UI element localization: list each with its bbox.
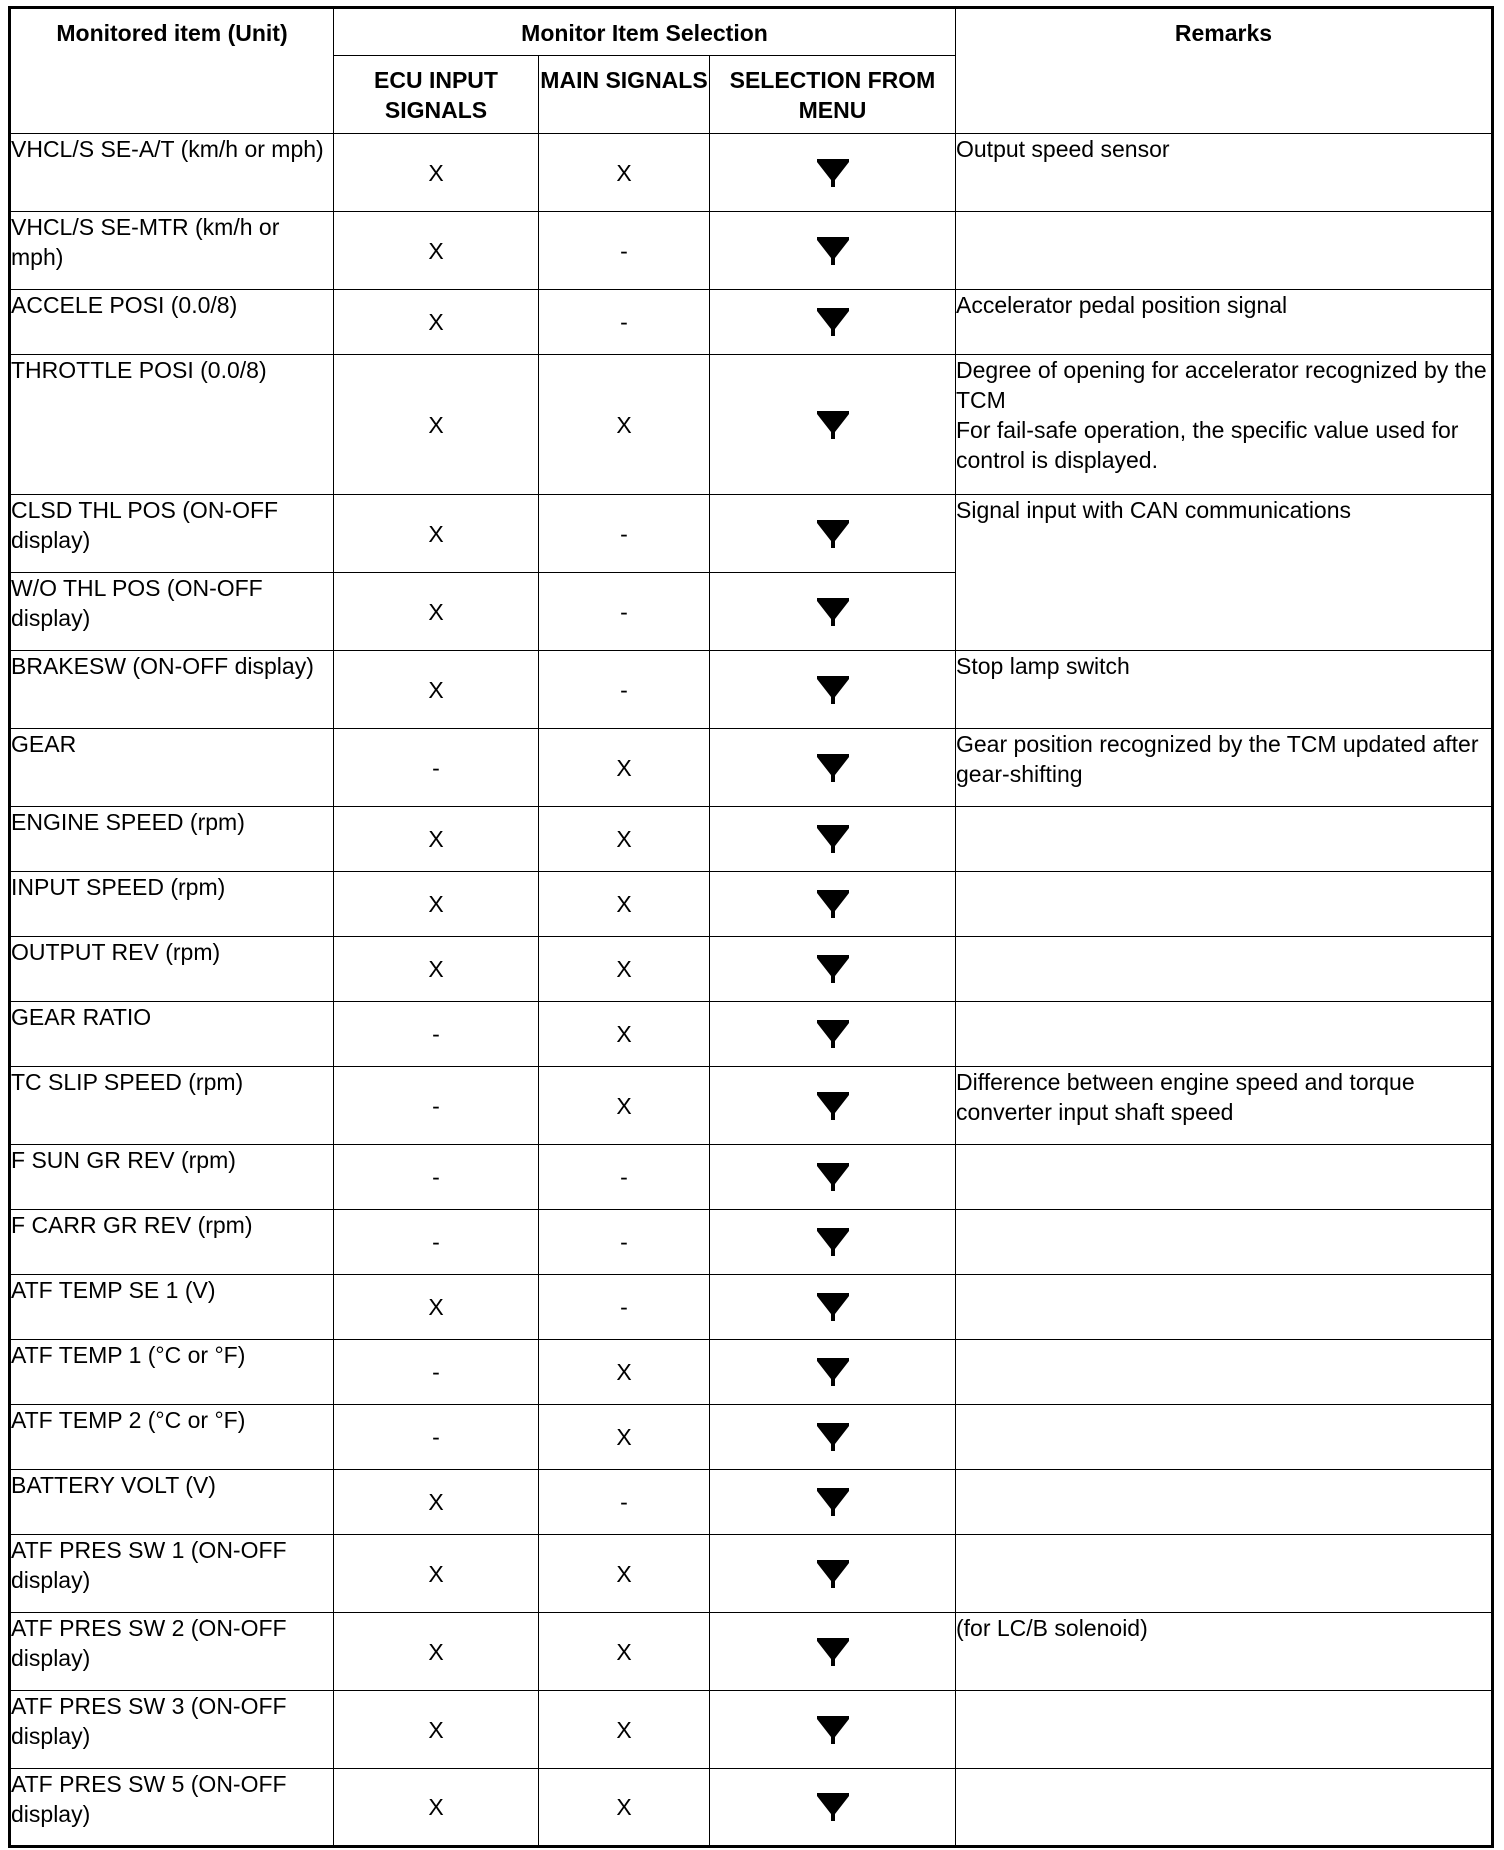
down-triangle-icon	[816, 674, 850, 706]
main-signal-mark: X	[539, 807, 710, 872]
ecu-input-signal-mark: X	[334, 495, 539, 573]
main-signal-mark: X	[539, 1691, 710, 1769]
down-triangle-icon	[816, 1291, 850, 1323]
monitored-item-cell: F CARR GR REV (rpm)	[10, 1210, 334, 1275]
header-monitored-item: Monitored item (Unit)	[10, 8, 334, 134]
selection-from-menu-cell	[710, 1535, 956, 1613]
monitored-item-cell: ATF PRES SW 1 (ON-OFF display)	[10, 1535, 334, 1613]
selection-from-menu-cell	[710, 1613, 956, 1691]
selection-from-menu-cell	[710, 729, 956, 807]
main-signal-mark: X	[539, 937, 710, 1002]
remarks-cell	[956, 807, 1493, 872]
remarks-cell	[956, 1691, 1493, 1769]
table-row	[10, 495, 1493, 573]
monitored-item-cell: ATF TEMP 2 (°C or °F)	[10, 1405, 334, 1470]
main-signal-mark: X	[539, 1340, 710, 1405]
monitored-item-cell: ATF PRES SW 3 (ON-OFF display)	[10, 1691, 334, 1769]
table-row	[10, 1405, 1493, 1470]
remarks-cell	[956, 1405, 1493, 1470]
remarks-cell	[956, 1275, 1493, 1340]
remarks-cell: Accelerator pedal position signal	[956, 290, 1493, 355]
ecu-input-signal-mark: X	[334, 1691, 539, 1769]
remarks-cell: Output speed sensor	[956, 134, 1493, 212]
remarks-cell	[956, 1535, 1493, 1613]
monitored-item-cell: ATF TEMP SE 1 (V)	[10, 1275, 334, 1340]
selection-from-menu-cell	[710, 1275, 956, 1340]
monitored-item-cell: VHCL/S SE-MTR (km/h or mph)	[10, 212, 334, 290]
remarks-cell	[956, 1145, 1493, 1210]
ecu-input-signal-mark: X	[334, 807, 539, 872]
table-row	[10, 937, 1493, 1002]
selection-from-menu-cell	[710, 355, 956, 495]
table-row	[10, 290, 1493, 355]
table-body	[10, 134, 1493, 1847]
table-row	[10, 1002, 1493, 1067]
header-main-signals: MAIN SIGNALS	[539, 56, 710, 134]
table-row	[10, 1691, 1493, 1769]
selection-from-menu-cell	[710, 290, 956, 355]
table-row	[10, 1275, 1493, 1340]
down-triangle-icon	[816, 1226, 850, 1258]
down-triangle-icon	[816, 1636, 850, 1668]
selection-from-menu-cell	[710, 1210, 956, 1275]
selection-from-menu-cell	[710, 937, 956, 1002]
remarks-cell: Stop lamp switch	[956, 651, 1493, 729]
ecu-input-signal-mark: -	[334, 1340, 539, 1405]
main-signal-mark: X	[539, 1613, 710, 1691]
ecu-input-signal-mark: -	[334, 1405, 539, 1470]
selection-from-menu-cell	[710, 1067, 956, 1145]
monitored-item-cell: CLSD THL POS (ON-OFF display)	[10, 495, 334, 573]
ecu-input-signal-mark: X	[334, 651, 539, 729]
table-row	[10, 212, 1493, 290]
ecu-input-signal-mark: X	[334, 1613, 539, 1691]
ecu-input-signal-mark: -	[334, 1067, 539, 1145]
table-row	[10, 729, 1493, 807]
table-row	[10, 355, 1493, 495]
main-signal-mark: X	[539, 872, 710, 937]
main-signal-mark: -	[539, 495, 710, 573]
monitor-item-table	[8, 6, 1494, 1848]
down-triangle-icon	[816, 235, 850, 267]
ecu-input-signal-mark: X	[334, 872, 539, 937]
remarks-cell	[956, 1210, 1493, 1275]
table-row	[10, 1340, 1493, 1405]
remarks-cell: Gear position recognized by the TCM updated after gear-shifting	[956, 729, 1493, 807]
main-signal-mark: -	[539, 1145, 710, 1210]
remarks-cell	[956, 872, 1493, 937]
table-row	[10, 1769, 1493, 1847]
monitored-item-cell: ATF PRES SW 2 (ON-OFF display)	[10, 1613, 334, 1691]
ecu-input-signal-mark: X	[334, 212, 539, 290]
main-signal-mark: -	[539, 1275, 710, 1340]
ecu-input-signal-mark: X	[334, 134, 539, 212]
remarks-cell: (for LC/B solenoid)	[956, 1613, 1493, 1691]
down-triangle-icon	[816, 752, 850, 784]
selection-from-menu-cell	[710, 1405, 956, 1470]
table-row	[10, 872, 1493, 937]
main-signal-mark: X	[539, 1535, 710, 1613]
remarks-cell	[956, 937, 1493, 1002]
remarks-cell	[956, 1002, 1493, 1067]
down-triangle-icon	[816, 1791, 850, 1823]
monitored-item-cell: F SUN GR REV (rpm)	[10, 1145, 334, 1210]
header-row-top	[10, 8, 1493, 56]
ecu-input-signal-mark: X	[334, 290, 539, 355]
ecu-input-signal-mark: X	[334, 1470, 539, 1535]
ecu-input-signal-mark: X	[334, 937, 539, 1002]
down-triangle-icon	[816, 1356, 850, 1388]
down-triangle-icon	[816, 1090, 850, 1122]
table-row	[10, 134, 1493, 212]
selection-from-menu-cell	[710, 807, 956, 872]
ecu-input-signal-mark: X	[334, 355, 539, 495]
main-signal-mark: -	[539, 290, 710, 355]
table-row	[10, 1210, 1493, 1275]
main-signal-mark: X	[539, 355, 710, 495]
table-row	[10, 1470, 1493, 1535]
main-signal-mark: -	[539, 1470, 710, 1535]
ecu-input-signal-mark: -	[334, 729, 539, 807]
monitored-item-cell: ATF TEMP 1 (°C or °F)	[10, 1340, 334, 1405]
monitored-item-cell: THROTTLE POSI (0.0/8)	[10, 355, 334, 495]
header-ecu-input-signals: ECU INPUT SIGNALS	[334, 56, 539, 134]
down-triangle-icon	[816, 1558, 850, 1590]
monitored-item-cell: OUTPUT REV (rpm)	[10, 937, 334, 1002]
monitored-item-cell: BATTERY VOLT (V)	[10, 1470, 334, 1535]
monitored-item-cell: GEAR RATIO	[10, 1002, 334, 1067]
header-monitor-item-selection: Monitor Item Selection	[334, 8, 956, 56]
selection-from-menu-cell	[710, 212, 956, 290]
ecu-input-signal-mark: X	[334, 1535, 539, 1613]
down-triangle-icon	[816, 157, 850, 189]
table-row	[10, 651, 1493, 729]
monitored-item-cell: BRAKESW (ON-OFF display)	[10, 651, 334, 729]
header-remarks: Remarks	[956, 8, 1493, 134]
selection-from-menu-cell	[710, 1470, 956, 1535]
ecu-input-signal-mark: -	[334, 1002, 539, 1067]
selection-from-menu-cell	[710, 651, 956, 729]
table-row	[10, 1067, 1493, 1145]
remarks-cell: Degree of opening for accelerator recognized by the TCM For fail-safe operation, the specific value used for control is displayed.	[956, 355, 1493, 495]
table-row	[10, 1145, 1493, 1210]
remarks-cell: Signal input with CAN communications	[956, 495, 1493, 651]
down-triangle-icon	[816, 1161, 850, 1193]
selection-from-menu-cell	[710, 1340, 956, 1405]
header-selection-from-menu: SELECTION FROM MENU	[710, 56, 956, 134]
main-signal-mark: -	[539, 1210, 710, 1275]
down-triangle-icon	[816, 409, 850, 441]
down-triangle-icon	[816, 1018, 850, 1050]
main-signal-mark: X	[539, 729, 710, 807]
monitored-item-cell: TC SLIP SPEED (rpm)	[10, 1067, 334, 1145]
main-signal-mark: X	[539, 1405, 710, 1470]
monitored-item-cell: ACCELE POSI (0.0/8)	[10, 290, 334, 355]
monitored-item-cell: GEAR	[10, 729, 334, 807]
remarks-cell	[956, 1340, 1493, 1405]
table-row	[10, 807, 1493, 872]
ecu-input-signal-mark: X	[334, 1275, 539, 1340]
main-signal-mark: -	[539, 573, 710, 651]
main-signal-mark: -	[539, 651, 710, 729]
selection-from-menu-cell	[710, 1691, 956, 1769]
selection-from-menu-cell	[710, 1769, 956, 1847]
monitored-item-cell: VHCL/S SE-A/T (km/h or mph)	[10, 134, 334, 212]
ecu-input-signal-mark: -	[334, 1210, 539, 1275]
selection-from-menu-cell	[710, 872, 956, 937]
main-signal-mark: X	[539, 1769, 710, 1847]
down-triangle-icon	[816, 953, 850, 985]
down-triangle-icon	[816, 518, 850, 550]
main-signal-mark: X	[539, 134, 710, 212]
selection-from-menu-cell	[710, 1145, 956, 1210]
ecu-input-signal-mark: X	[334, 573, 539, 651]
selection-from-menu-cell	[710, 573, 956, 651]
remarks-cell: Difference between engine speed and torque converter input shaft speed	[956, 1067, 1493, 1145]
down-triangle-icon	[816, 306, 850, 338]
remarks-cell	[956, 212, 1493, 290]
selection-from-menu-cell	[710, 134, 956, 212]
monitored-item-cell: ENGINE SPEED (rpm)	[10, 807, 334, 872]
monitored-item-cell: ATF PRES SW 5 (ON-OFF display)	[10, 1769, 334, 1847]
main-signal-mark: X	[539, 1067, 710, 1145]
monitored-item-cell: INPUT SPEED (rpm)	[10, 872, 334, 937]
monitored-item-cell: W/O THL POS (ON-OFF display)	[10, 573, 334, 651]
down-triangle-icon	[816, 1421, 850, 1453]
down-triangle-icon	[816, 823, 850, 855]
selection-from-menu-cell	[710, 1002, 956, 1067]
down-triangle-icon	[816, 1714, 850, 1746]
selection-from-menu-cell	[710, 495, 956, 573]
remarks-cell	[956, 1769, 1493, 1847]
remarks-cell	[956, 1470, 1493, 1535]
down-triangle-icon	[816, 888, 850, 920]
main-signal-mark: -	[539, 212, 710, 290]
down-triangle-icon	[816, 1486, 850, 1518]
down-triangle-icon	[816, 596, 850, 628]
ecu-input-signal-mark: -	[334, 1145, 539, 1210]
table-row	[10, 1613, 1493, 1691]
main-signal-mark: X	[539, 1002, 710, 1067]
ecu-input-signal-mark: X	[334, 1769, 539, 1847]
table-row	[10, 1535, 1493, 1613]
